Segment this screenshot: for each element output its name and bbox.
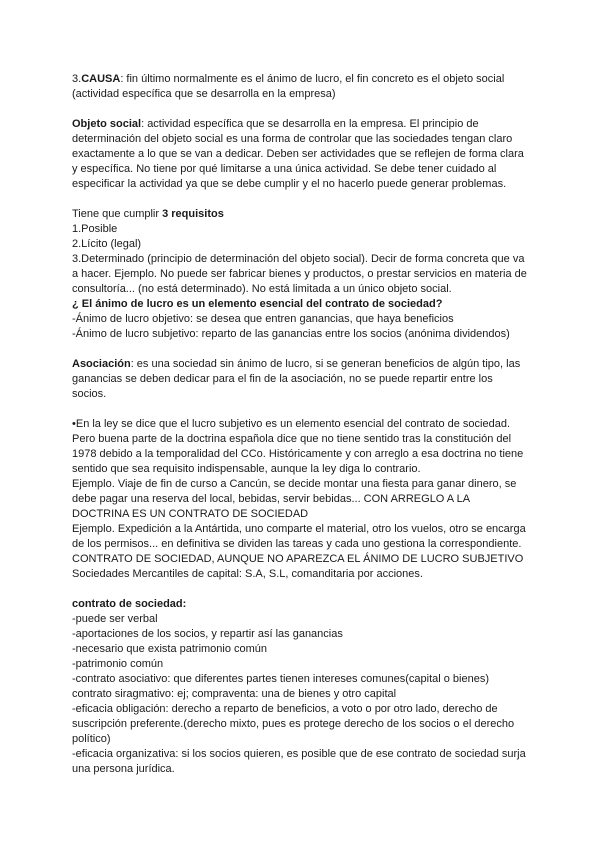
causa-term: CAUSA bbox=[81, 73, 121, 85]
causa-text: : fin último normalmente es el ánimo de lucro, el fin concreto es el objeto social (actividad específica que se desarrolla en la empresa) bbox=[72, 73, 505, 100]
requisito-item: 2.Lícito (legal) bbox=[72, 238, 142, 250]
lucro-question-text: ¿ El ánimo de lucro es un elemento esencial del contrato de sociedad? bbox=[72, 298, 443, 310]
causa-number: 3. bbox=[72, 73, 82, 85]
lucro-answer: -Ánimo de lucro subjetivo: reparto de las ganancias entre los socios (anónima dividendos) bbox=[72, 328, 510, 340]
asociacion-paragraph bbox=[72, 357, 528, 402]
objeto-social-text: : actividad específica que se desarrolla en la empresa. El principio de determinación del objeto social es una forma de controlar que las sociedades tengan claro exactamente a lo que se van a dedicar. Deben ser actividades que se reflejen de forma clara y específica. No tiene por qué limitarse a una única actividad. Se debe tener cuidado al especificar la actividad ya que se debe cumplir y el no hacerlo puede generar problemas. bbox=[72, 118, 524, 190]
objeto-social-term: Objeto social bbox=[72, 118, 142, 130]
contrato-item: -puede ser verbal bbox=[72, 613, 158, 625]
contrato-item: -aportaciones de los socios, y repartir así las ganancias bbox=[72, 628, 343, 640]
contrato-heading bbox=[72, 597, 528, 612]
asociacion-text: : es una sociedad sin ánimo de lucro, si se generan beneficios de algún tipo, las ganancias se deben dedicar para el fin de la asociación, no se puede repartir entre los socios. bbox=[72, 358, 521, 400]
sociedades-mercantiles: Sociedades Mercantiles de capital: S.A, S.L, comanditaria por acciones. bbox=[72, 568, 423, 580]
contrato-heading-text: contrato de sociedad: bbox=[72, 598, 187, 610]
asociacion-term: Asociación bbox=[72, 358, 131, 370]
ejemplo-antartida: Ejemplo. Expedición a la Antártida, uno comparte el material, otro los vuelos, otro se encarga de los permisos... en definitiva se dividen las tareas y cada uno gestiona la correspondiente. CONTRATO DE SOCIEDAD, AUNQUE NO APAREZCA EL ÁNIMO DE LUCRO SUBJETIVO bbox=[72, 523, 526, 565]
contrato-item: -eficacia organizativa: si los socios quieren, es posible que de ese contrato de sociedad surja una persona jurídica. bbox=[72, 748, 526, 775]
contrato-item: -eficacia obligación: derecho a reparto de beneficios, a voto o por otro lado, derecho de suscripción preferente.(derecho mixto, pues es protege derecho de los socios o el derecho político) bbox=[72, 703, 515, 745]
requisitos-intro-text: Tiene que cumplir bbox=[72, 208, 163, 220]
lucro-answer: -Ánimo de lucro objetivo: se desea que entren ganancias, que haya beneficios bbox=[72, 313, 454, 325]
requisitos-intro-bold: 3 requisitos bbox=[162, 208, 224, 220]
contrato-item: -contrato asociativo: que diferentes partes tienen intereses comunes(capital o bienes) contrato siragmativo: ej; compraventa: una de bienes y otro capital bbox=[72, 673, 490, 700]
requisito-item: 1.Posible bbox=[72, 223, 118, 235]
objeto-social-paragraph bbox=[72, 117, 528, 192]
lucro-question bbox=[72, 297, 528, 312]
causa-paragraph bbox=[72, 72, 528, 102]
requisitos-intro bbox=[72, 207, 528, 222]
document-page bbox=[72, 72, 528, 777]
ejemplo-cancun: Ejemplo. Viaje de fin de curso a Cancún, se decide montar una fiesta para ganar dinero, se debe pagar una reserva del local, bebidas, servir bebidas... CON ARREGLO A LA DOCTRINA ES UN CONTRATO DE SOCIEDAD bbox=[72, 478, 517, 520]
requisito-item: 3.Determinado (principio de determinación del objeto social). Decir de forma concreta que va a hacer. Ejemplo. No puede ser fabricar bienes y productos, o prestar servicios en materia de consultoría... (no está determinado). No está limitada a un único objeto social. bbox=[72, 253, 527, 295]
contrato-item: -necesario que exista patrimonio común bbox=[72, 643, 268, 655]
contrato-item: -patrimonio común bbox=[72, 658, 164, 670]
ley-paragraph: •En la ley se dice que el lucro subjetivo es un elemento esencial del contrato de sociedad. Pero buena parte de la doctrina española dice que no tiene sentido tras la constitución del 1978 debido a la temporalidad del CCo. Históricamente y con arreglo a esa doctrina no tiene sentido que sea requisito indispensable, aunque la ley diga lo contrario. bbox=[72, 418, 524, 475]
